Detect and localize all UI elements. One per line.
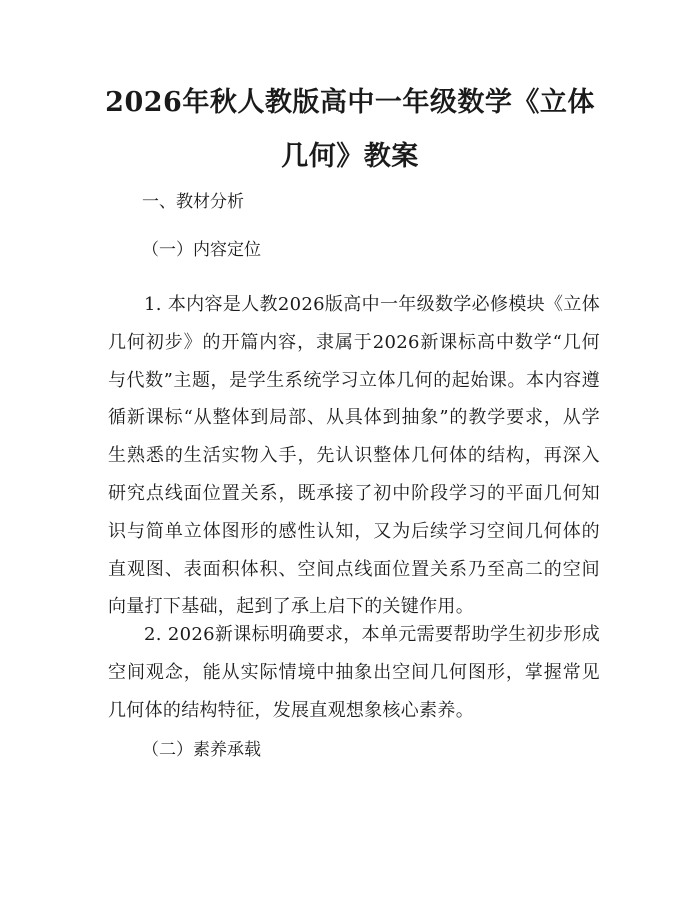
subsection-heading-content-positioning: （一）内容定位: [142, 240, 261, 260]
subsection-heading-literacy: （二）素养承载: [142, 740, 261, 760]
paragraph-content-positioning-2: 2. 2026新课标明确要求，本单元需要帮助学生初步形成空间观念，能从实际情境中抽象出空间几何图形，掌握常见几何体的结构特征，发展直观想象核心素养。: [108, 624, 600, 721]
paragraph-content-positioning-1: 1. 本内容是人教2026版高中一年级数学必修模块《立体几何初步》的开篇内容，隶属于2026新课标高中数学“几何与代数”主题，是学生系统学习立体几何的起始课。本内容遵循新课标“从整体到局部、从具体到抽象”的教学要求，从学生熟悉的生活实物入手，先认识整体几何体的结构，再深入研究点线面位置关系，既承接了初中阶段学习的平面几何知识与简单立体图形的感性认知，又为后续学习空间几何体的直观图、表面积体积、空间点线面位置关系乃至高二的空间向量打下基础，起到了承上启下的关键作用。: [108, 294, 600, 618]
section-heading-textbook-analysis: 一、教材分析: [142, 192, 244, 212]
document-title: 2026年秋人教版高中一年级数学《立体几何》教案: [105, 87, 595, 172]
